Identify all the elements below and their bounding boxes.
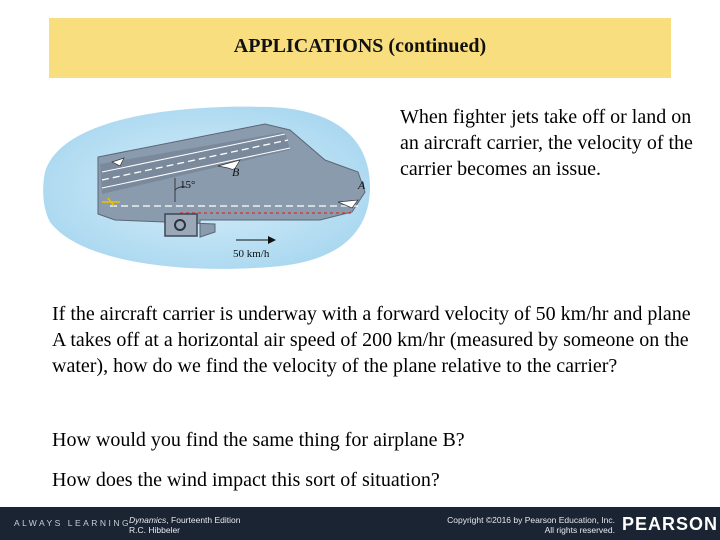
question-paragraph-1: If the aircraft carrier is underway with a forward velocity of 50 km/hr and plane A takes off at a horizontal air speed of 200 km/hr (measured by someone on the water), how do we find the velocity of the plane relative to the carrier? xyxy=(52,303,691,377)
angle-label: 15° xyxy=(180,179,196,191)
book-credit xyxy=(129,515,241,535)
book-title: Dynamics xyxy=(129,515,167,525)
intro-text: When fighter jets take off or land on an aircraft carrier, the velocity of the carrier becomes an issue. xyxy=(400,106,693,180)
pearson-logo: PEARSON xyxy=(622,514,719,534)
book-author: R.C. Hibbeler xyxy=(129,525,181,535)
copyright-line-1: Copyright ©2016 by Pearson Education, Inc. xyxy=(447,515,615,525)
carrier-diagram xyxy=(40,102,380,277)
copyright-line-2: All rights reserved. xyxy=(544,525,615,535)
copyright-notice xyxy=(447,515,615,535)
book-edition: , Fourteenth Edition xyxy=(166,515,241,525)
slide-title: APPLICATIONS (continued) xyxy=(233,34,487,57)
question-paragraph-3: How does the wind impact this sort of situation? xyxy=(52,469,440,491)
title-bar xyxy=(49,18,671,78)
plane-b-label: B xyxy=(232,165,240,179)
speed-label: 50 km/h xyxy=(233,248,270,260)
always-learning-text: ALWAYS LEARNING xyxy=(14,518,132,528)
carrier-island xyxy=(165,214,197,236)
footer-bar xyxy=(0,507,720,540)
aircraft-carrier-figure xyxy=(40,102,380,277)
question-paragraph-2: How would you find the same thing for airplane B? xyxy=(52,429,465,451)
plane-a-label: A xyxy=(358,178,366,192)
